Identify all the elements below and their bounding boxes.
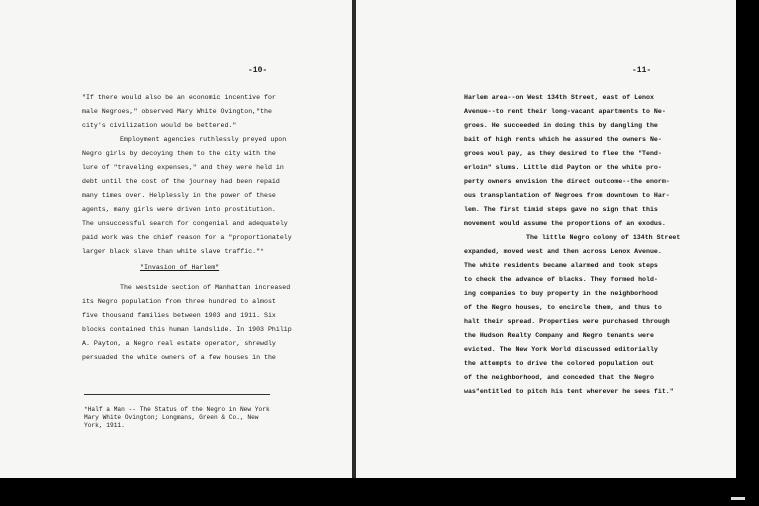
text-line: erloin" slums. Little did Payton or the white pro- xyxy=(464,164,662,171)
text-line: Avenue--to rent their long-vacant apartments to Ne- xyxy=(464,108,666,115)
text-line: ing companies to buy property in the neighborhood xyxy=(464,290,658,297)
text-line: Harlem area--on West 134th Street, east of Lenox xyxy=(464,94,654,101)
text-line: persuaded the white owners of a few houses in the xyxy=(82,354,276,361)
text-line: evicted. The New York World discussed editorially xyxy=(464,346,658,353)
text-line: debt until the cost of the journey had been repaid xyxy=(82,178,280,185)
text-line: expanded, moved west and then across Lenox Avenue. xyxy=(464,248,662,255)
text-line: bait of high rents which he assured the owners Ne- xyxy=(464,136,662,143)
text-line: lure of "traveling expenses," and they were held in xyxy=(82,164,284,171)
text-line: ous transplantation of Negroes from downtown to Har- xyxy=(464,192,670,199)
text-line: The unsuccessful search for congenial and adequately xyxy=(82,220,288,227)
text-line: perty owners envision the direct outcome--the enorm- xyxy=(464,178,670,185)
text-line: groes woul pay, as they desired to flee the "Tend- xyxy=(464,150,662,157)
footnote-line: York, 1911. xyxy=(84,422,125,429)
text-line: A. Payton, a Negro real estate operator, shrewdly xyxy=(82,340,276,347)
text-line: many times over. Helplessly in the power of these xyxy=(82,192,276,199)
text-line: of the neighborhood, and conceded that the Negro xyxy=(464,374,654,381)
left-page xyxy=(0,0,352,478)
text-line: the attempts to drive the colored population out xyxy=(464,360,654,367)
text-line: its Negro population from three hundred to almost xyxy=(82,298,276,305)
scan-edge-mark xyxy=(731,497,745,500)
text-line: movement would assume the proportions of an exodus. xyxy=(464,220,666,227)
text-line: the Hudson Realty Company and Negro tenants were xyxy=(464,332,654,339)
text-line: to check the advance of blacks. They formed hold- xyxy=(464,276,658,283)
page-number: -11- xyxy=(632,66,652,75)
footnote-line: Mary White Ovington; Longmans, Green & Co., New xyxy=(84,414,259,421)
text-line: blocks contained this human landslide. In 1903 Philip xyxy=(82,326,292,333)
section-heading: "Invasion of Harlem" xyxy=(140,264,220,271)
text-line: male Negroes," observed Mary White Ovington,"the xyxy=(82,108,272,115)
text-line: Negro girls by decoying them to the city with the xyxy=(82,150,276,157)
text-line: five thousand families between 1903 and 1911. Six xyxy=(82,312,276,319)
text-line: The white residents became alarmed and took steps xyxy=(464,262,658,269)
text-line: lem. The first timid steps gave no sign that this xyxy=(464,206,658,213)
text-line: The little Negro colony of 134th Street xyxy=(526,234,681,241)
text-line: groes. He succeeded in doing this by dangling the xyxy=(464,122,658,129)
footnote-line: *Half a Man -- The Status of the Negro in New York xyxy=(84,406,270,413)
text-line: city's civilization would be bettered." xyxy=(82,122,237,129)
text-line: was"entitled to pitch his tent wherever he sees fit." xyxy=(464,388,674,395)
footnote-rule xyxy=(84,394,270,395)
text-line: "If there would also be an economic incentive for xyxy=(82,94,276,101)
text-line: The westside section of Manhattan increased xyxy=(120,284,291,291)
right-page xyxy=(356,0,736,478)
text-line: agents, many girls were driven into prostitution. xyxy=(82,206,276,213)
page-number: -10- xyxy=(248,66,268,75)
text-line: halt their spread. Properties were purchased through xyxy=(464,318,670,325)
text-line: Employment agencies ruthlessly preyed upon xyxy=(120,136,287,143)
text-line: larger black slave than white slave traffic."* xyxy=(82,248,265,255)
text-line: of the Negro houses, to encircle them, and thus to xyxy=(464,304,662,311)
text-line: paid work was the chief reason for a "proportionately xyxy=(82,234,292,241)
